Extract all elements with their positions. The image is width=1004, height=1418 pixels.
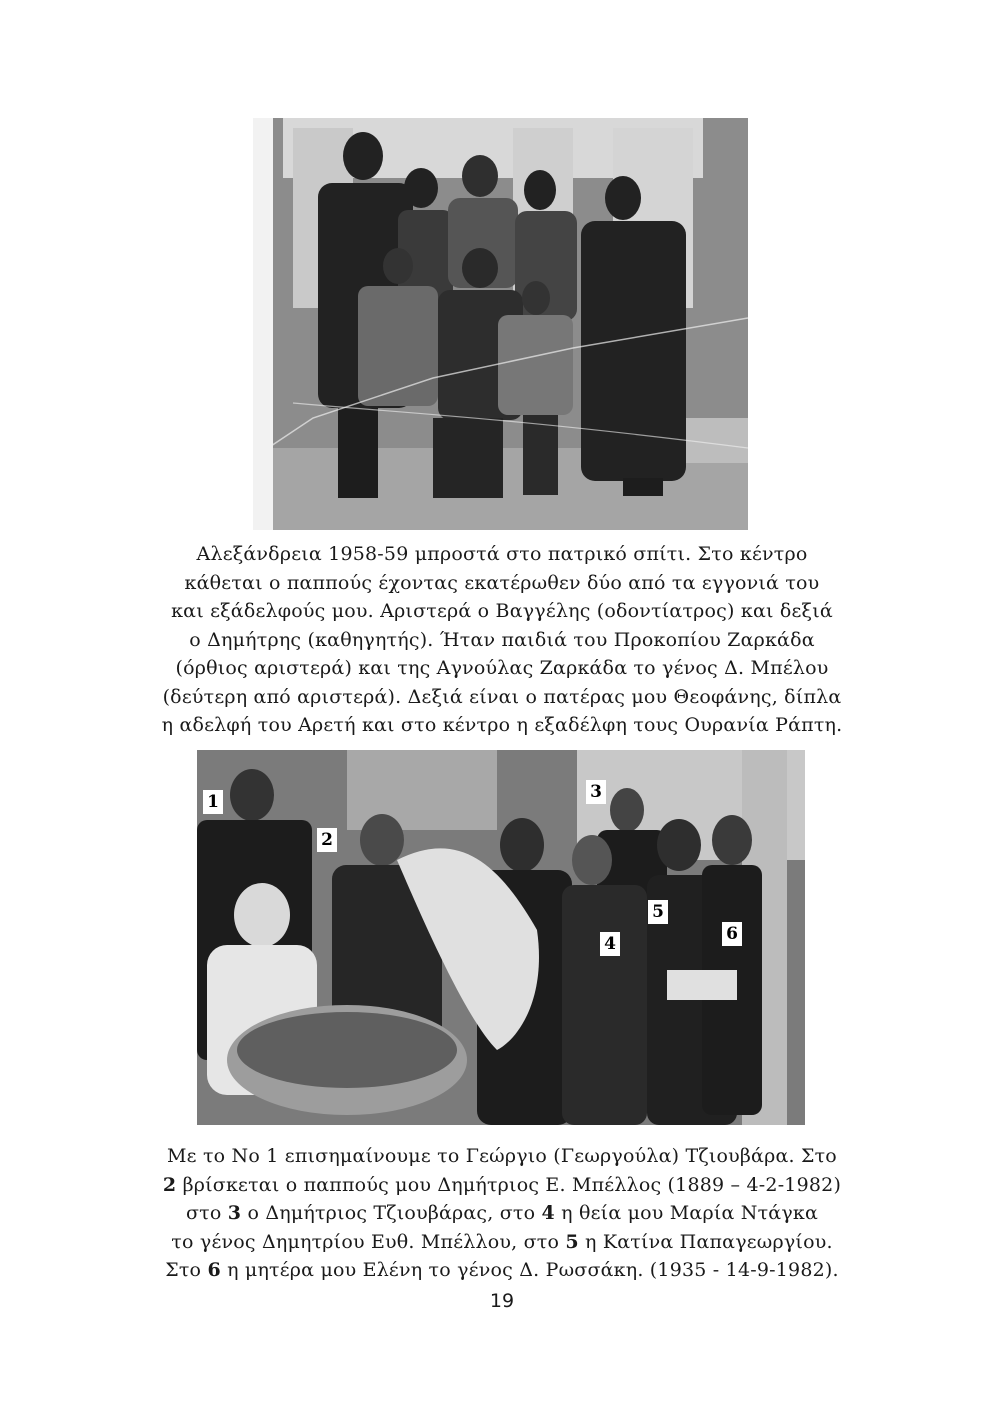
caption-line (100, 1142, 904, 1171)
caption-text: στο (186, 1202, 228, 1224)
caption-line: η αδελφή του Αρετή και στο κέντρο η εξαδέλφη τους Ουρανία Ράπτη. (161, 714, 843, 736)
caption-line: (δεύτερη από αριστερά). Δεξιά είναι ο πατέρας μου Θεοφάνης, δίπλα (162, 685, 842, 708)
caption-line (100, 1171, 904, 1200)
caption-text: η Κατίνα Παπαγεωργίου. (578, 1230, 833, 1253)
marker-ref: 2 (162, 1173, 177, 1196)
marker-ref: 6 (207, 1259, 221, 1281)
marker-3: 3 (586, 780, 606, 804)
caption-line: ο Δημήτρης (καθηγητής). Ήταν παιδιά του Προκοπίου Ζαρκάδα (189, 628, 815, 651)
caption-text: το γένος Δημητρίου Ευθ. Μπέλλου, στο (171, 1230, 566, 1253)
marker-ref: 5 (565, 1230, 579, 1253)
marker-5: 5 (648, 900, 668, 924)
caption-text: Στο (165, 1259, 208, 1281)
photo2-caption (100, 1142, 904, 1285)
caption-line (100, 1228, 904, 1257)
caption-line: κάθεται ο παππούς έχοντας εκατέρωθεν δύο από τα εγγονιά του (184, 571, 820, 594)
page-number: 19 (489, 1290, 515, 1312)
marker-ref: 4 (541, 1202, 555, 1224)
photo-illustration (253, 118, 748, 530)
caption-text: η θεία μου Μαρία Ντάγκα (554, 1202, 818, 1224)
caption-text: ο Δημήτριος Τζιουβάρας, στο (241, 1202, 542, 1224)
marker-ref: 3 (227, 1202, 242, 1224)
family-photo-1958 (253, 118, 748, 530)
caption-text: Με το Νο 1 επισημαίνουμε το Γεώργιο (Γεωργούλα) Τζιουβάρα. Στο (167, 1145, 837, 1167)
caption-line (100, 1256, 904, 1285)
marker-1: 1 (203, 790, 223, 814)
photo-illustration (197, 750, 805, 1125)
marker-2: 2 (317, 828, 337, 852)
photo1-caption (100, 540, 904, 740)
caption-line: και εξάδελφούς μου. Αριστερά ο Βαγγέλης (οδοντίατρος) και δεξιά (171, 600, 833, 622)
marker-4: 4 (600, 932, 620, 956)
baptism-photo (197, 750, 805, 1125)
marker-6: 6 (722, 922, 742, 946)
caption-line (100, 1199, 904, 1228)
caption-line: Αλεξάνδρεια 1958-59 μπροστά στο πατρικό σπίτι. Στο κέντρο (196, 543, 808, 565)
caption-text: βρίσκεται ο παππούς μου Δημήτριος Ε. Μπέλλος (1889 – 4-2-1982) (176, 1173, 842, 1196)
caption-line: (όρθιος αριστερά) και της Αγνούλας Ζαρκάδα το γένος Δ. Μπέλου (175, 657, 829, 679)
caption-text: η μητέρα μου Ελένη το γένος Δ. Ρωσσάκη. (1935 - 14-9-1982). (220, 1259, 839, 1281)
